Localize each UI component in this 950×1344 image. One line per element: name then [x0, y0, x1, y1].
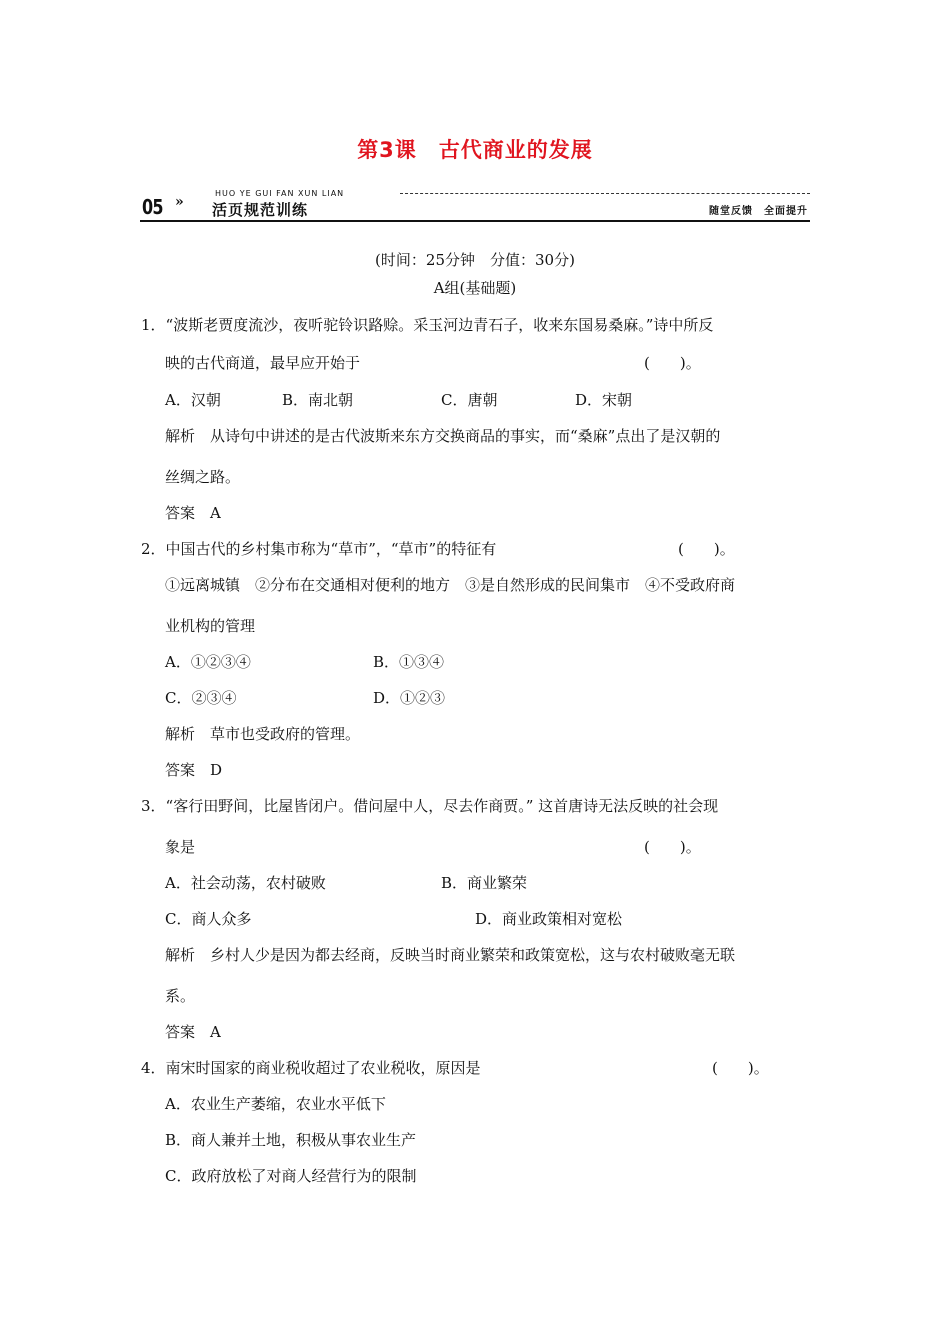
question-4-blank: ( )。: [712, 1059, 769, 1077]
question-3-option: B．商业繁荣: [441, 874, 528, 892]
dotted-divider: [400, 193, 810, 194]
question-1-stem: 1．“波斯老贾度流沙，夜听驼铃识路赊。采玉河边青石子，收来东国易桑麻。”诗中所反: [141, 316, 714, 334]
question-1-answer: 答案 A: [165, 504, 221, 522]
section-banner: [140, 186, 810, 224]
question-3-analysis: 解析 乡村人少是因为都去经商，反映当时商业繁荣和政策宽松，这与农村破败毫无联: [165, 946, 736, 964]
question-2-option: B．①③④: [373, 653, 445, 671]
question-1-option: A．汉朝: [165, 391, 221, 409]
question-3-answer: 答案 A: [165, 1023, 221, 1041]
question-2-stem: 2．中国古代的乡村集市称为“草市”，“草市”的特征有: [141, 540, 497, 558]
question-4-option: C．政府放松了对商人经营行为的限制: [165, 1167, 417, 1185]
question-4-stem: 4．南宋时国家的商业税收超过了农业税收，原因是: [141, 1059, 481, 1077]
banner-rule: [140, 220, 810, 222]
question-3-blank: ( )。: [644, 838, 701, 856]
question-3-option: A．社会动荡，农村破败: [165, 874, 326, 892]
banner-pinyin: HUO YE GUI FAN XUN LIAN: [215, 189, 345, 198]
question-2-option: D．①②③: [373, 689, 446, 707]
question-3-analysis-cont: 系。: [165, 987, 196, 1005]
question-1-option: D．宋朝: [575, 391, 633, 409]
question-1-analysis: 解析 从诗句中讲述的是古代波斯来东方交换商品的事实，而“桑麻”点出了是汉朝的: [165, 427, 721, 445]
question-2-items-cont: 业机构的管理: [165, 617, 256, 635]
question-2-items: ①远离城镇 ②分布在交通相对便利的地方 ③是自然形成的民间集市 ④不受政府商: [165, 576, 736, 594]
question-3-option: C．商人众多: [165, 910, 252, 928]
question-2-option: C．②③④: [165, 689, 237, 707]
banner-number: 05: [142, 195, 163, 219]
question-1-option: C．唐朝: [441, 391, 498, 409]
banner-tagline: 随堂反馈 全面提升: [709, 206, 808, 217]
question-1-blank: ( )。: [644, 354, 701, 372]
page-title: 第3课 古代商业的发展: [357, 138, 593, 162]
question-3-stem-cont: 象是: [165, 838, 196, 856]
question-4-option: A．农业生产萎缩，农业水平低下: [165, 1095, 386, 1113]
question-2-blank: ( )。: [678, 540, 735, 558]
question-4-option: B．商人兼并土地，积极从事农业生产: [165, 1131, 417, 1149]
question-2-answer: 答案 D: [165, 761, 223, 779]
question-3-stem: 3．“客行田野间，比屋皆闭户。借问屋中人，尽去作商贾。” 这首唐诗无法反映的社会现: [141, 797, 719, 815]
question-3-option: D．商业政策相对宽松: [475, 910, 623, 928]
group-heading: A组(基础题): [433, 279, 517, 297]
question-1-option: B．南北朝: [282, 391, 354, 409]
question-1-stem-cont: 映的古代商道，最早应开始于: [165, 354, 361, 372]
banner-heading: 活页规范训练: [212, 201, 309, 219]
question-1-analysis-cont: 丝绸之路。: [165, 468, 241, 486]
chevron-icon: »: [175, 194, 184, 210]
time-score-info: (时间：25分钟 分值：30分): [375, 251, 575, 269]
question-2-option: A．①②③④: [165, 653, 251, 671]
question-2-analysis: 解析 草市也受政府的管理。: [165, 725, 361, 743]
